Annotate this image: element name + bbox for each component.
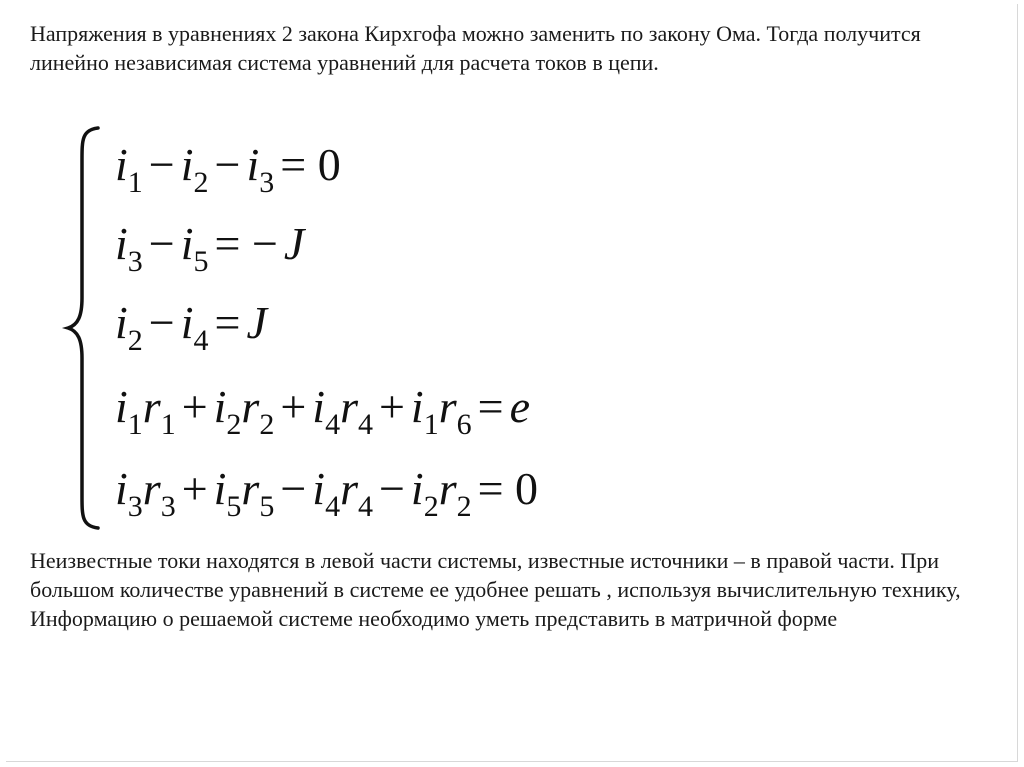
eq4-sub2-2: 2 <box>259 408 275 441</box>
equation-system <box>60 120 660 540</box>
eq5-sub-3: 4 <box>325 490 341 523</box>
eq4-sub2-1: 1 <box>160 408 176 441</box>
eq4-op-4: + <box>378 381 405 432</box>
eq4-var-4: i <box>410 381 424 432</box>
eq5-sub-1: 3 <box>127 490 143 523</box>
eq5-sub-4: 2 <box>423 490 439 523</box>
eq5-sub2-3: 4 <box>357 490 373 523</box>
intro-paragraph: Напряжения в уравнениях 2 закона Кирхгофа можно заменить по закону Ома. Тогда получится линейно независимая система уравнений для расчета токов в цепи. <box>30 21 921 75</box>
eq2-rhs-var: J <box>283 218 305 269</box>
equation-3 <box>115 297 267 357</box>
eq4-var2-4: r <box>438 381 457 432</box>
eq5-op-2: + <box>181 463 208 514</box>
eq4-sub-3: 4 <box>325 408 341 441</box>
eq5-op-4: − <box>378 463 405 514</box>
eq5-sub2-2: 5 <box>259 490 275 523</box>
eq2-sub-1: 3 <box>127 245 143 278</box>
eq4-rhs-sign: = <box>477 381 504 432</box>
eq4-var-2: i <box>213 381 227 432</box>
eq5-op-3: − <box>280 463 307 514</box>
eq5-rhs: = 0 <box>477 463 539 514</box>
eq1-var-2: i <box>180 139 194 190</box>
eq4-sub2-3: 4 <box>357 408 373 441</box>
eq1-op-3: − <box>214 139 241 190</box>
eq4-var-3: i <box>312 381 326 432</box>
eq4-sub-4: 1 <box>423 408 439 441</box>
eq1-var-1: i <box>115 139 128 190</box>
eq5-var2-3: r <box>340 463 358 514</box>
eq5-sub2-1: 3 <box>160 490 176 523</box>
eq1-sub-3: 3 <box>259 166 275 199</box>
eq4-op-2: + <box>181 381 208 432</box>
eq2-sub-2: 5 <box>193 245 209 278</box>
equation-5 <box>115 463 544 523</box>
eq4-op-3: + <box>280 381 307 432</box>
equation-4 <box>115 381 530 441</box>
eq2-rhs-sign: = − <box>214 218 278 269</box>
eq4-var2-1: r <box>142 381 161 432</box>
eq1-var-3: i <box>246 139 260 190</box>
eq5-var2-4: r <box>438 463 457 514</box>
eq1-op-2: − <box>148 139 175 190</box>
eq4-rhs-var: e <box>509 381 530 432</box>
eq3-op-2: − <box>148 297 175 348</box>
eq5-var2-1: r <box>142 463 161 514</box>
eq3-sub-2: 4 <box>193 324 209 357</box>
eq4-sub-2: 2 <box>226 408 242 441</box>
eq1-sub-2: 2 <box>193 166 209 199</box>
outro-paragraph: Неизвестные токи находятся в левой части системы, известные источники – в правой части. При большом количестве уравнений в системе ее удобнее решать , используя вычислительную технику, Информацию о решаемой системе необходимо уметь представить в матричной форме <box>30 548 961 631</box>
eq3-var-2: i <box>180 297 194 348</box>
eq1-rhs: = 0 <box>280 139 341 190</box>
eq3-rhs-var: J <box>246 297 267 348</box>
eq5-var2-2: r <box>241 463 260 514</box>
eq1-sub-1: 1 <box>127 166 143 199</box>
eq2-var-2: i <box>180 218 194 269</box>
eq3-rhs-sign: = <box>214 297 241 348</box>
eq5-sub2-4: 2 <box>456 490 472 523</box>
eq3-sub-1: 2 <box>127 324 143 357</box>
eq5-var-1: i <box>115 463 128 514</box>
eq5-sub-2: 5 <box>226 490 242 523</box>
eq5-var-2: i <box>213 463 227 514</box>
equation-1 <box>115 139 347 199</box>
eq5-var-4: i <box>410 463 424 514</box>
equation-2 <box>115 218 305 278</box>
left-brace <box>60 120 100 540</box>
eq4-sub-1: 1 <box>127 408 143 441</box>
eq2-var-1: i <box>115 218 128 269</box>
eq4-sub2-4: 6 <box>456 408 472 441</box>
eq4-var2-2: r <box>241 381 260 432</box>
eq4-var2-3: r <box>340 381 358 432</box>
eq3-var-1: i <box>115 297 128 348</box>
eq5-var-3: i <box>312 463 326 514</box>
eq4-var-1: i <box>115 381 128 432</box>
eq2-op-2: − <box>148 218 175 269</box>
